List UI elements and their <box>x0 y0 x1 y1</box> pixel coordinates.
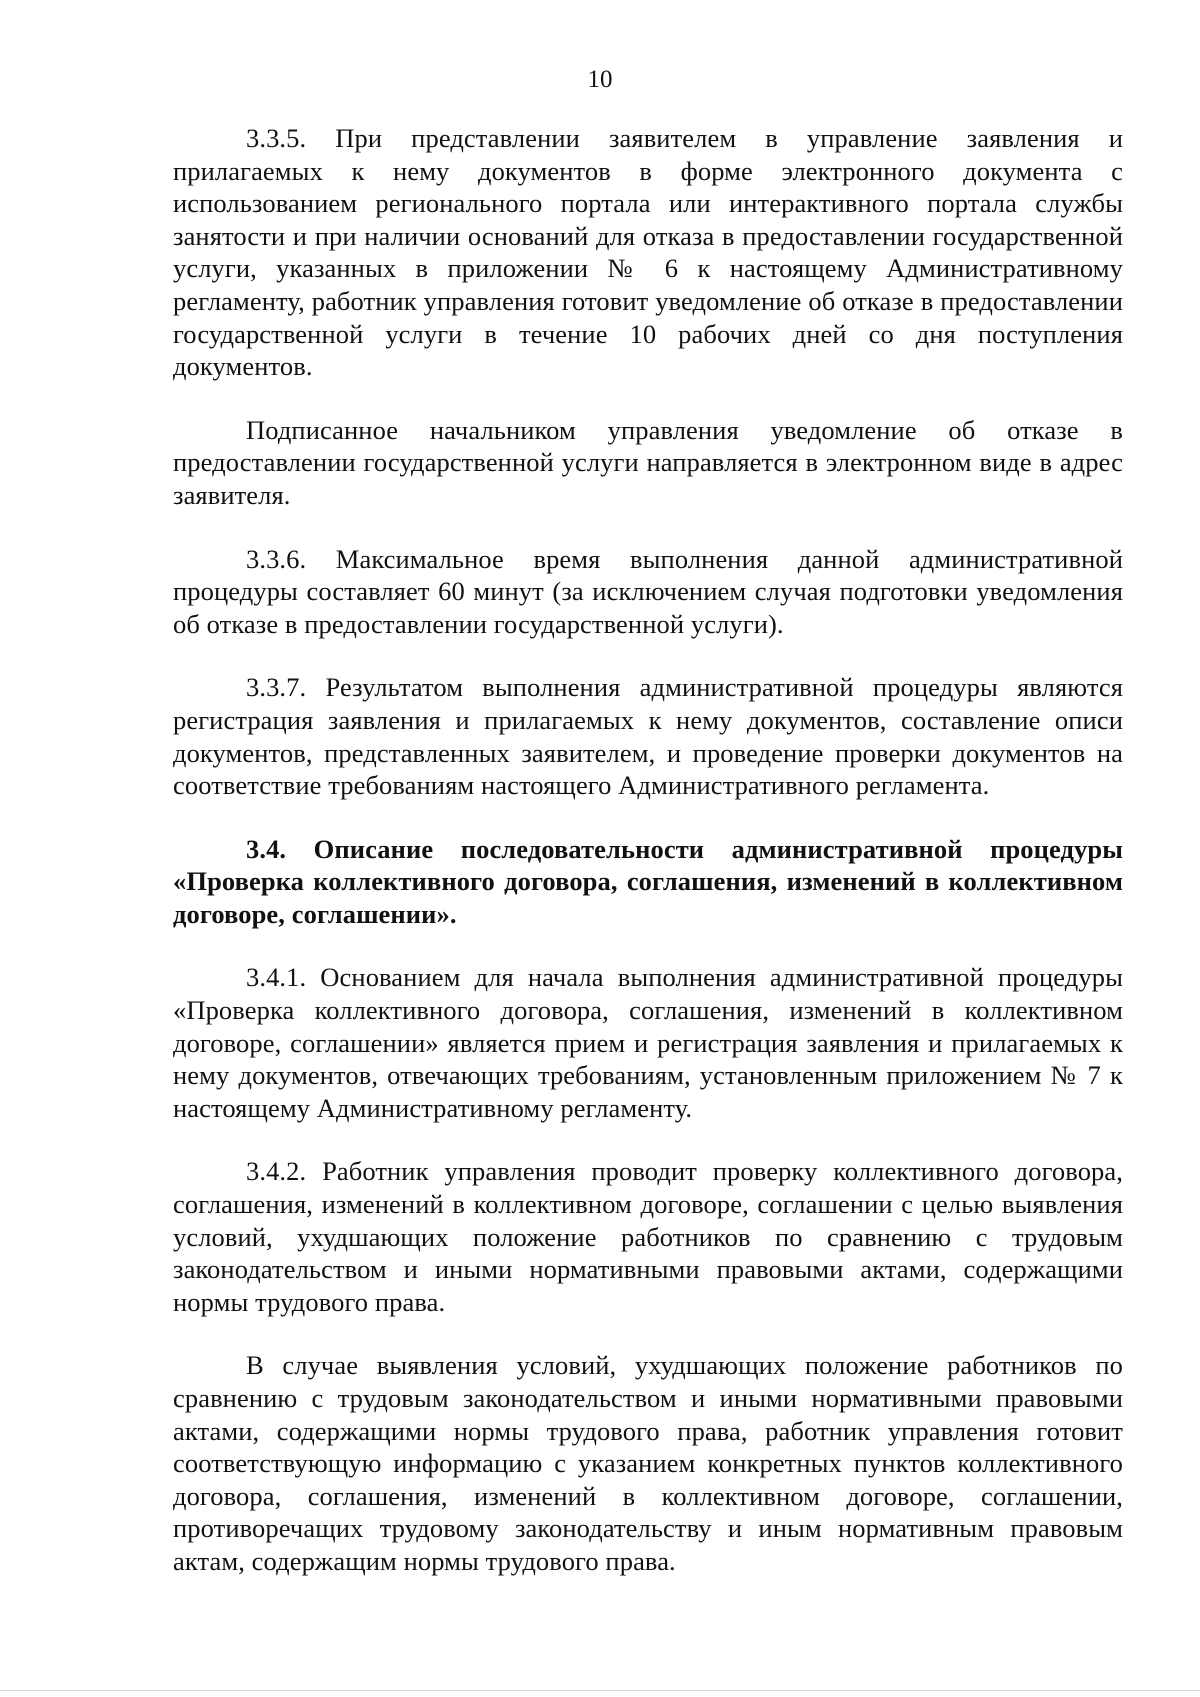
paragraph-3-3-7: 3.3.7. Результатом выполнения административной процедуры являются регистрация заявления и прилагаемых к нему документов, составление описи документов, представленных заявителем, и проведение проверки документов на соответствие требованиям настоящего Административного регламента. <box>173 672 1123 801</box>
paragraph-3-3-6: 3.3.6. Максимальное время выполнения данной административной процедуры составляет 60 минут (за исключением случая подготовки уведомления об отказе в предоставлении государственной услуги). <box>173 543 1123 639</box>
paragraph-3-3-5: 3.3.5. При представлении заявителем в управление заявления и прилагаемых к нему документов в форме электронного документа с использованием регионального портала или интерактивного портала службы занятости и при наличии оснований для отказа в предоставлении государственной услуги, указанных в приложении № 6 к настоящему Административному регламенту, работник управления готовит уведомление об отказе в предоставлении государственной услуги в течение 10 рабочих дней со дня поступления документов. <box>173 123 1123 382</box>
section-heading-3-4: 3.4. Описание последовательности административной процедуры «Проверка коллективного договора, соглашения, изменений в коллективном договоре, соглашении». <box>173 833 1123 929</box>
bottom-scan-edge <box>0 1690 1200 1691</box>
paragraph-3-4-1: 3.4.1. Основанием для начала выполнения административной процедуры «Проверка коллективного договора, соглашения, изменений в коллективном договоре, соглашении» является прием и регистрация заявления и прилагаемых к нему документов, отвечающих требованиям, установленным приложением № 7 к настоящему Административному регламенту. <box>173 962 1123 1123</box>
paragraph-violation-case: В случае выявления условий, ухудшающих положение работников по сравнению с трудовым законодательством и иными нормативными правовыми актами, содержащими нормы трудового права, работник управления готовит соответствующую информацию с указанием конкретных пунктов коллективного договора, соглашения, изменений в коллективном договоре, соглашении, противоречащих трудовому законодательству и иным нормативным правовым актам, содержащим нормы трудового права. <box>173 1350 1123 1576</box>
paragraph-3-4-2: 3.4.2. Работник управления проводит проверку коллективного договора, соглашения, изменений в коллективном договоре, соглашении с целью выявления условий, ухудшающих положение работников по сравнению с трудовым законодательством и иными нормативными правовыми актами, содержащими нормы трудового права. <box>173 1156 1123 1317</box>
page-number: 10 <box>587 66 613 93</box>
document-body <box>173 122 1123 1609</box>
paragraph-signed-notice: Подписанное начальником управления уведомление об отказе в предоставлении государственной услуги направляется в электронном виде в адрес заявителя. <box>173 414 1123 510</box>
